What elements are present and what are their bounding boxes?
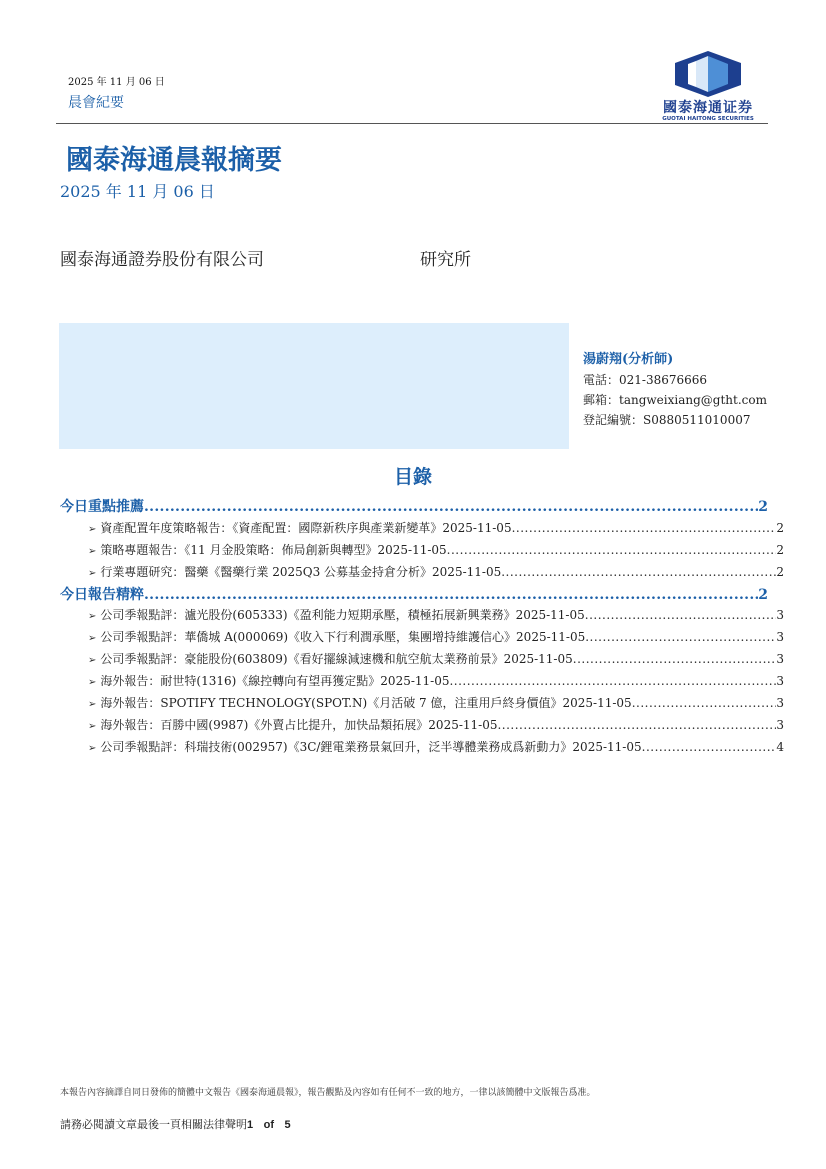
arrow-bullet-icon: ➢ (88, 611, 97, 622)
footer-legal-text: 請務必閱讀文章最後一頁相關法律聲明 (60, 1118, 247, 1131)
toc-page-number: 2 (776, 521, 784, 535)
toc-item-label: 公司季報點評：華僑城 A(000069)《收入下行利潤承壓，集團增持維護信心》2025-11-05 (100, 630, 586, 644)
toc-item-label: 海外報告：SPOTIFY TECHNOLOGY(SPOT.N)《月活破 7 億，注重用戶終身價值》2025-11-05 (100, 696, 632, 710)
header-date: 2025 年 11 月 06 日 (68, 77, 165, 88)
department-name: 研究所 (420, 250, 471, 270)
analyst-registration: 登記編號：S0880511010007 (583, 413, 751, 427)
toc-section-label: 今日報告精粹 (60, 587, 144, 603)
arrow-bullet-icon: ➢ (88, 633, 97, 644)
logo-text-zh: 國泰海通证券 (663, 100, 753, 116)
toc-leader-dots (144, 499, 758, 515)
footer-disclaimer-note: 本報告內容摘譯自同日發佈的簡體中文報告《國泰海通晨報》，報告觀點及內容如有任何不一致的地方，一律以該簡體中文版報告爲准。 (60, 1088, 596, 1098)
toc-leader-dots (642, 740, 777, 754)
arrow-bullet-icon: ➢ (88, 721, 97, 732)
toc-item[interactable] (88, 716, 784, 733)
toc-item[interactable] (88, 738, 784, 755)
abstract-box (59, 323, 569, 449)
toc-leader-dots (573, 652, 777, 666)
toc-page-number: 2 (758, 499, 768, 515)
arrow-bullet-icon: ➢ (88, 524, 97, 535)
toc-item[interactable] (88, 650, 784, 667)
toc-item[interactable] (88, 672, 784, 689)
analyst-phone: 電話：021-38676666 (583, 373, 708, 387)
toc-title: 目錄 (393, 466, 432, 488)
toc-leader-dots (585, 608, 777, 622)
page-current: 1 (247, 1119, 254, 1131)
toc-page-number: 2 (776, 565, 784, 579)
toc-item[interactable] (88, 519, 784, 536)
toc-item[interactable] (88, 563, 784, 580)
page-title: 國泰海通晨報摘要 (66, 145, 282, 176)
toc-item-label: 策略專題報告：《11 月金股策略：佈局創新與轉型》2025-11-05 (100, 543, 447, 557)
page-total: 5 (284, 1119, 291, 1131)
toc-page-number: 2 (758, 587, 768, 603)
toc-item-label: 公司季報點評：豪能股份(603809)《看好擺線減速機和航空航太業務前景》2025-11-05 (100, 652, 573, 666)
arrow-bullet-icon: ➢ (88, 568, 97, 579)
toc-item-label: 行業專題研究：醫藥《醫藥行業 2025Q3 公募基金持倉分析》2025-11-05 (100, 565, 502, 579)
toc-section-label: 今日重點推薦 (60, 499, 144, 515)
toc-item[interactable] (88, 628, 784, 645)
title-date: 2025 年 11 月 06 日 (60, 182, 215, 201)
toc-leader-dots (497, 718, 776, 732)
header-category: 晨會紀要 (68, 95, 124, 111)
footer-legal-line (60, 1116, 291, 1132)
toc-item-label: 海外報告：百勝中國(9987)《外賣占比提升，加快品類拓展》2025-11-05 (100, 718, 498, 732)
toc-leader-dots (449, 674, 776, 688)
toc-page-number: 3 (776, 696, 784, 710)
toc-item[interactable] (88, 606, 784, 623)
toc-page-number: 4 (776, 740, 784, 754)
toc-item-label: 公司季報點評：瀘光股份(605333)《盈利能力短期承壓，積極拓展新興業務》2025-11-05 (100, 608, 585, 622)
toc-leader-dots (501, 565, 776, 579)
analyst-email: 郵箱：tangweixiang@gtht.com (583, 393, 767, 407)
toc-leader-dots (512, 521, 777, 535)
page-of: of (263, 1119, 275, 1131)
toc-item-label: 資產配置年度策略報告：《資產配置：國際新秩序與產業新變革》2025-11-05 (100, 521, 512, 535)
arrow-bullet-icon: ➢ (88, 546, 97, 557)
arrow-bullet-icon: ➢ (88, 655, 97, 666)
toc-section-report-highlights[interactable] (60, 584, 768, 604)
toc-page-number: 3 (776, 608, 784, 622)
toc-page-number: 2 (776, 543, 784, 557)
company-logo (648, 50, 768, 126)
toc-leader-dots (585, 630, 776, 644)
arrow-bullet-icon: ➢ (88, 677, 97, 688)
toc-leader-dots (447, 543, 777, 557)
analyst-name: 湯蔚翔(分析師) (583, 352, 674, 367)
toc-page-number: 3 (776, 674, 784, 688)
toc-page-number: 3 (776, 652, 784, 666)
logo-text-en: GUOTAI HAITONG SECURITIES (662, 116, 754, 122)
toc-item[interactable] (88, 541, 784, 558)
company-name: 國泰海通證券股份有限公司 (60, 250, 264, 270)
toc-item[interactable] (88, 694, 784, 711)
toc-section-today-highlights[interactable] (60, 496, 768, 516)
arrow-bullet-icon: ➢ (88, 743, 97, 754)
toc-page-number: 3 (776, 630, 784, 644)
toc-leader-dots (632, 696, 777, 710)
toc-page-number: 3 (776, 718, 784, 732)
toc-item-label: 海外報告：耐世特(1316)《線控轉向有望再獲定點》2025-11-05 (100, 674, 450, 688)
arrow-bullet-icon: ➢ (88, 699, 97, 710)
toc-item-label: 公司季報點評：科瑞技術(002957)《3C/鋰電業務景氣回升，泛半導體業務成爲新動力》2025-11-05 (100, 740, 642, 754)
toc-leader-dots (144, 587, 758, 603)
hexagon-logo-icon (672, 50, 744, 98)
